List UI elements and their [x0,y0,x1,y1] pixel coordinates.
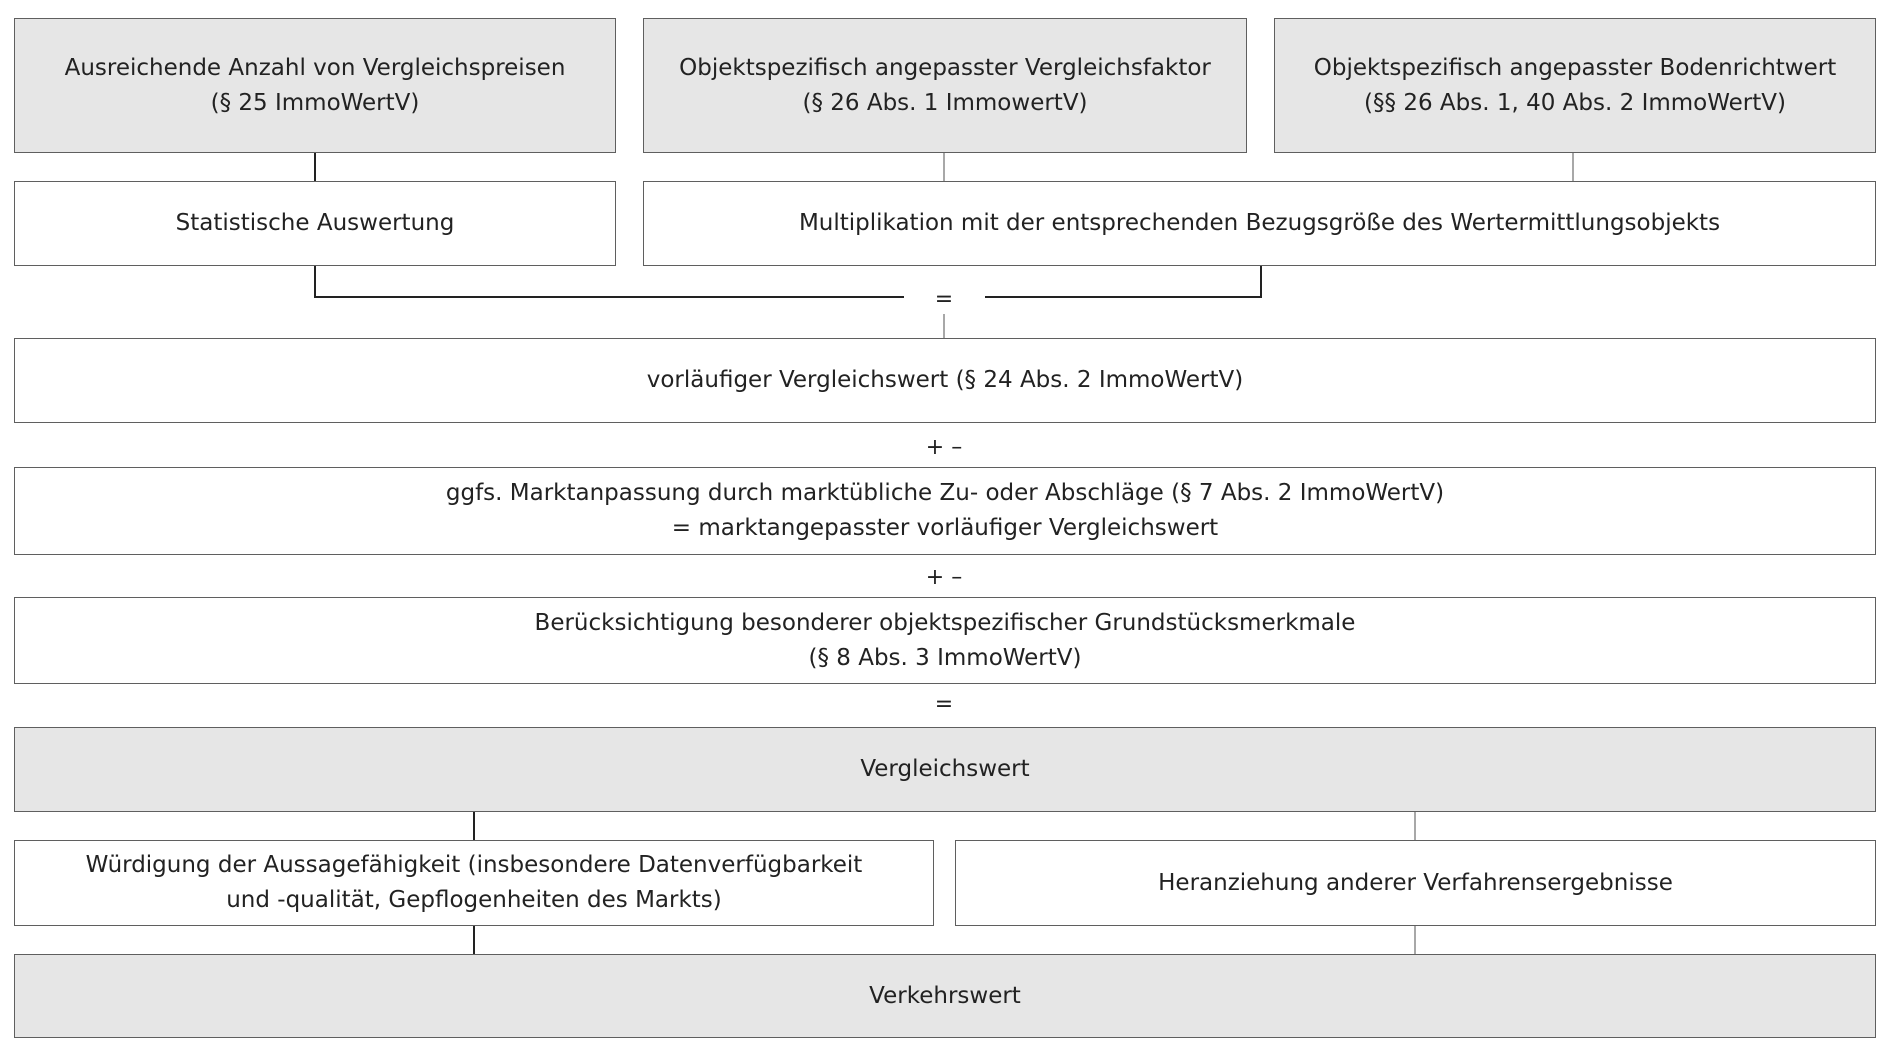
box-land-value [1274,18,1876,153]
box-other-methods-label: Heranziehung anderer Verfahrensergebnisse [1158,869,1673,896]
box-statistical-evaluation-label: Statistische Auswertung [175,210,455,236]
box-special-features [14,597,1876,684]
box-assessment-line2: und -qualität, Gepflogenheiten des Markts) [226,887,722,913]
box-market-adjustment-line2: = marktangepasster vorläufiger Vergleichswert [671,515,1219,541]
box-comparison-factor-line2: (§ 26 Abs. 1 ImmowertV) [802,89,1088,116]
box-comparison-factor-line1: Objektspezifisch angepasster Vergleichsfaktor [679,54,1211,81]
box-land-value-line1: Objektspezifisch angepasster Bodenrichtwert [1313,54,1837,81]
box-multiplication [643,181,1876,266]
box-market-adjustment [14,467,1876,555]
connector-value-right [1414,812,1416,840]
connector-right-down [1260,266,1262,298]
box-preliminary-value-label: vorläufiger Vergleichswert (§ 24 Abs. 2 ImmoWertV) [646,367,1244,393]
box-comparison-factor [643,18,1247,153]
connector-value-left [473,812,475,840]
connector-left-down [314,266,316,298]
box-multiplication-label: Multiplikation mit der entsprechenden Bezugsgröße des Wertermittlungsobjekts [798,210,1721,236]
box-other-methods [955,840,1876,926]
box-comparison-prices-line2: (§ 25 ImmoWertV) [210,89,420,116]
box-statistical-evaluation [14,181,616,266]
box-comparison-prices-line1: Ausreichende Anzahl von Vergleichspreisen [64,54,566,81]
operator-plus-minus-1: + – [925,435,963,460]
box-comparison-prices [14,18,616,153]
box-market-adjustment-line1: ggfs. Marktanpassung durch marktübliche Zu- oder Abschläge (§ 7 Abs. 2 ImmoWertV) [445,480,1445,506]
operator-plus-minus-2: + – [925,565,963,590]
box-special-features-line2: (§ 8 Abs. 3 ImmoWertV) [808,644,1082,671]
box-comparison-value-label: Vergleichswert [860,756,1030,782]
connector-equals-down [943,314,945,338]
box-preliminary-value [14,338,1876,423]
box-land-value-line2: (§§ 26 Abs. 1, 40 Abs. 2 ImmoWertV) [1364,89,1786,116]
connector-top-middle [943,153,945,181]
connector-bracket-right [985,296,1262,298]
connector-bracket-left [314,296,904,298]
box-special-features-line1: Berücksichtigung besonderer objektspezifischer Grundstücksmerkmale [534,609,1356,636]
operator-equals-1: = [934,287,954,312]
box-assessment [14,840,934,926]
box-assessment-line1: Würdigung der Aussagefähigkeit (insbesondere Datenverfügbarkeit [85,852,863,878]
connector-top-right [1572,153,1574,181]
connector-other-down [1414,926,1416,954]
operator-equals-2: = [934,692,954,717]
box-comparison-value [14,727,1876,812]
connector-top-left [314,153,316,181]
box-market-value-label: Verkehrswert [869,982,1021,1009]
box-market-value [14,954,1876,1038]
connector-assessment-down [473,926,475,954]
